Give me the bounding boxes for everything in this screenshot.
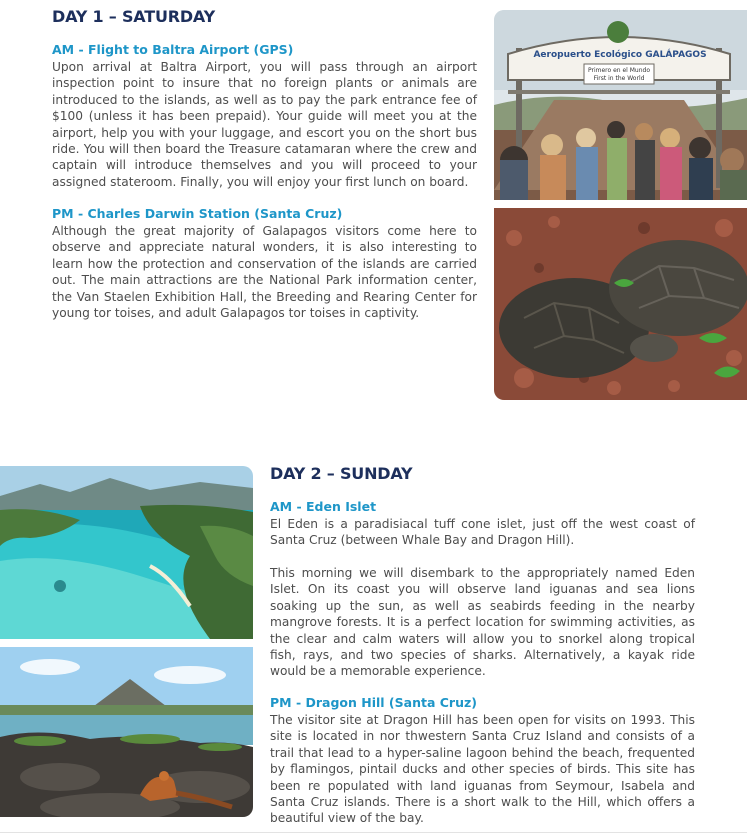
day2-title: DAY 2 – SUNDAY: [270, 464, 413, 483]
page-bottom-divider: [0, 832, 747, 833]
day2-am-text-1: El Eden is a paradisiacal tuff cone islet, just off the west coast of Santa Cruz (between Whale Bay and Dragon Hill).: [270, 517, 695, 548]
day2-pm-text: The visitor site at Dragon Hill has been open for visits on 1993. This site is located in nor thwestern Santa Cruz Island and consists of a trail that lead to a hyper-saline lagoon behind the beach, frequented by flamingos, pintail ducks and other species of birds. This site has been re populated with land iguanas from Seymour, Isabela and Santa Cruz islands. There is a short walk to the Hill, which offers a beautiful view of the bay.: [270, 713, 695, 826]
day2-am-heading: AM - Eden Islet: [270, 499, 377, 514]
airport-sign-line2: Primero en el Mundo: [587, 67, 651, 74]
airport-sign-line3: First in the World: [593, 75, 645, 82]
dragon-hill-photo: [0, 647, 253, 817]
day2-pm-heading: PM - Dragon Hill (Santa Cruz): [270, 695, 477, 710]
eden-islet-photo: [0, 466, 253, 639]
day1-am-text: Upon arrival at Baltra Airport, you will pass through an airport inspection point to insure that no foreign plants or animals are introduced to the islands, as well as to pay the park entrance fee of $100 (unless it has been prepaid). Your guide will meet you at the airport, help you with your luggage, and escort you on the short bus ride. You will then board the Treasure catamaran where the crew and captain will introduce themselves and you will proceed to your assigned stateroom. Finally, you will enjoy your first lunch on board.: [52, 60, 477, 189]
day1-title: DAY 1 – SATURDAY: [52, 7, 215, 26]
day2-am-text-2: This morning we will disembark to the appropriately named Eden Islet. On its coast you will observe land iguanas and sea lions soaking up the sun, as well as seabirds feeding in the nearby mangrove forests. It is a perfect location for swimming activities, as the clear and calm waters will allow you to snorkel along tropical fish, rays, and two species of sharks. Alternatively, a kayak ride would be a memorable experience.: [270, 566, 695, 679]
day1-pm-text: Although the great majority of Galapagos visitors come here to observe and appreciate natural wonders, it is also interesting to learn how the protection and conservation of the islands are carried out. The main attractions are the National Park information center, the Van Staelen Exhibition Hall, the Breeding and Rearing Center for young tor toises, and adult Galapagos tor toises in captivity.: [52, 224, 477, 321]
airport-photo: [494, 10, 747, 200]
day1-pm-heading: PM - Charles Darwin Station (Santa Cruz): [52, 206, 343, 221]
day1-am-heading: AM - Flight to Baltra Airport (GPS): [52, 42, 294, 57]
airport-sign-line1: Aeropuerto Ecológico GALÁPAGOS: [533, 50, 707, 60]
tortoise-photo: [494, 208, 747, 400]
